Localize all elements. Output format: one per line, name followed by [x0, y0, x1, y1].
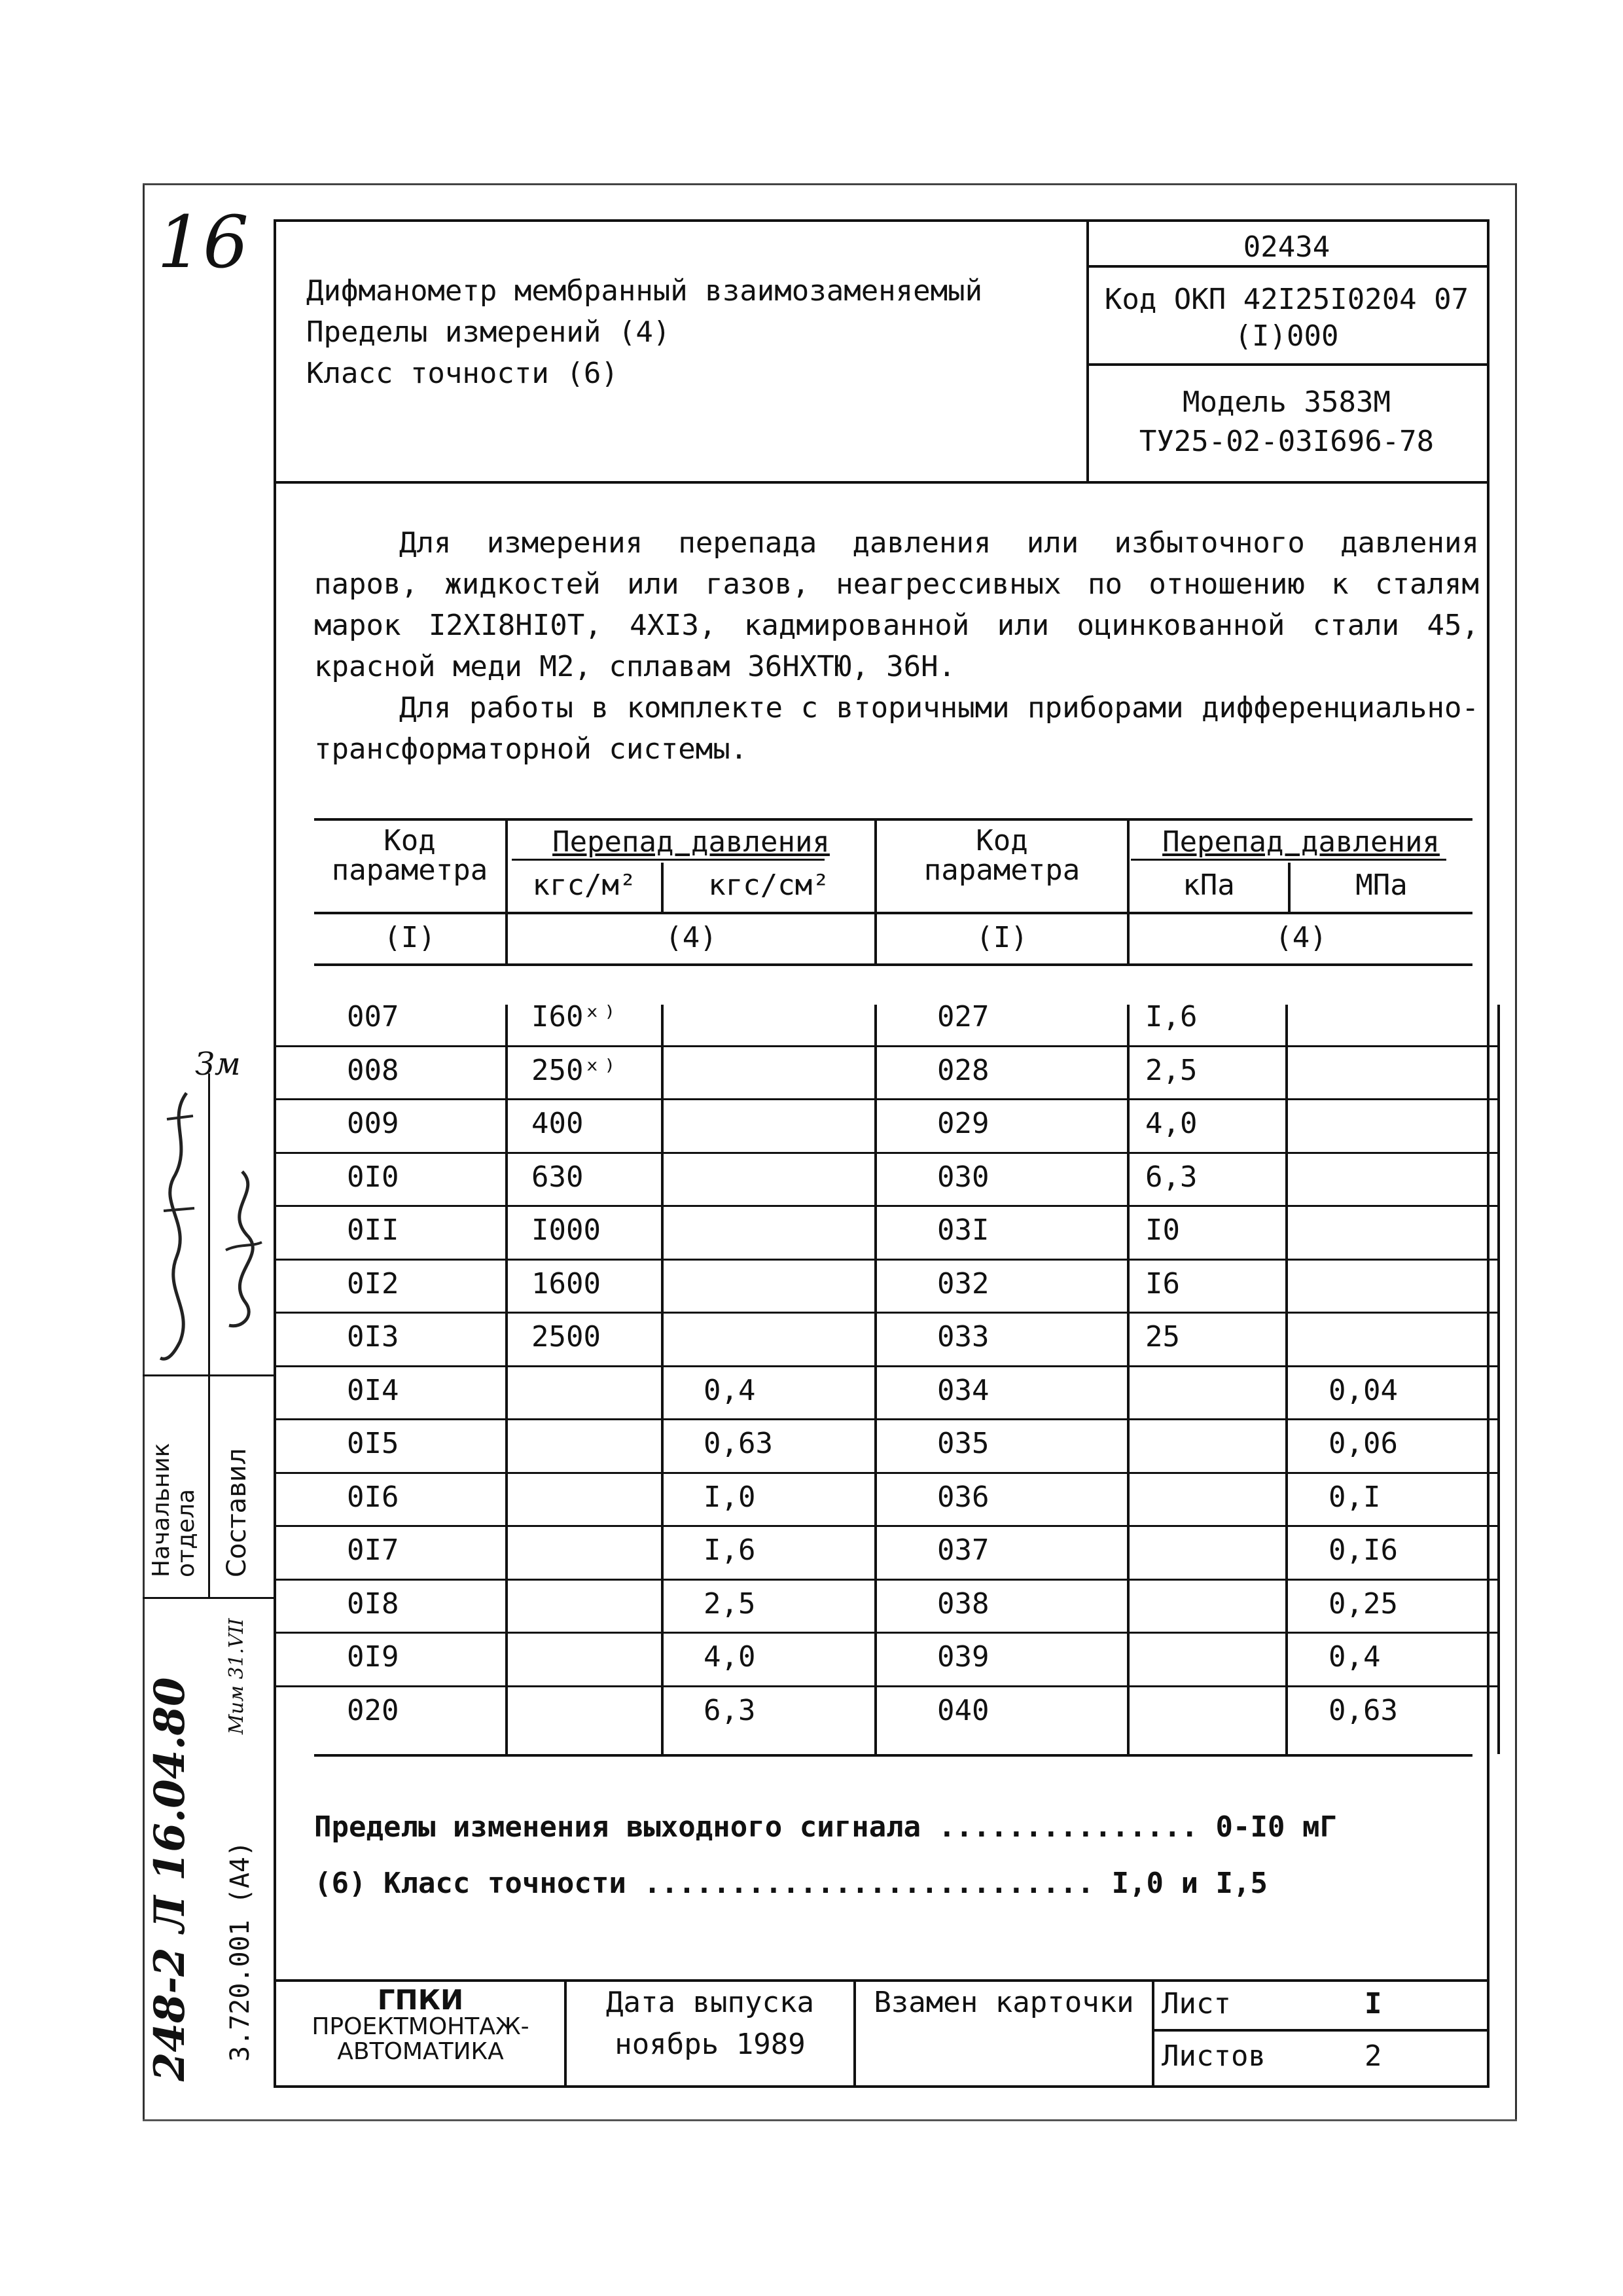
- col-line-2-body: [661, 1005, 664, 1754]
- table-row-line: [274, 1098, 1497, 1100]
- header-okp-line: [1086, 363, 1487, 366]
- footer-sheet-value: I: [1364, 1987, 1382, 2020]
- table-row-code-left: 0I8: [347, 1587, 399, 1621]
- table-row-kgf-m2: 400: [531, 1107, 584, 1140]
- margin-compiled-label: Составил: [222, 1448, 252, 1577]
- spec-accuracy-dots: ..........................: [643, 1867, 1095, 1900]
- table-row-code-right: 035: [937, 1427, 990, 1460]
- table-row-kpa: 25: [1145, 1320, 1180, 1354]
- table-row-code-left: 0I9: [347, 1640, 399, 1674]
- table-row-code-left: 020: [347, 1693, 399, 1727]
- footer-div-3: [1152, 1979, 1154, 2085]
- table-row-line: [274, 1632, 1497, 1634]
- footer-org-line-1: ГПКИ: [377, 1984, 464, 2016]
- header-code-left-2: параметра: [331, 853, 488, 887]
- frame-left: [143, 183, 145, 2121]
- frame-bottom: [143, 2119, 1517, 2121]
- table-bottom-line: [314, 1754, 1472, 1757]
- footer-issue-date: ноябрь 1989: [615, 2028, 806, 2061]
- table-sub-line-right: [1131, 859, 1446, 861]
- table-row-code-left: 009: [347, 1107, 399, 1140]
- col-line-1-body: [505, 1005, 508, 1754]
- table-row-mpa: 0,06: [1329, 1427, 1398, 1460]
- footer-org-line-3: АВТОМАТИКА: [337, 2038, 504, 2065]
- card-left-border: [274, 219, 276, 2088]
- table-row-mpa: 0,04: [1329, 1373, 1398, 1407]
- table-row-kgf-cm2: I,6: [704, 1534, 756, 1567]
- table-row-code-right: 037: [937, 1534, 990, 1567]
- frame-top: [143, 183, 1517, 185]
- col-line-4-body: [1127, 1005, 1130, 1754]
- header-code-right-2: параметра: [923, 853, 1080, 887]
- table-row-kgf-cm2: 0,4: [704, 1373, 756, 1407]
- table-row-code-left: 007: [347, 1000, 399, 1033]
- table-row-kpa: 2,5: [1145, 1053, 1198, 1087]
- table-right-body: [1497, 1005, 1500, 1754]
- table-row-code-right: 028: [937, 1053, 990, 1087]
- table-row-code-right: 038: [937, 1587, 990, 1621]
- table-row-kgf-cm2: I,0: [704, 1480, 756, 1514]
- margin-doc-code: 3.720.001 (А4): [225, 1840, 255, 2062]
- description-block: [314, 522, 1479, 770]
- table-row-code-right: 03I: [937, 1213, 990, 1247]
- table-row-line: [274, 1045, 1497, 1047]
- table-top-line: [314, 818, 1472, 821]
- table-row-line: [274, 1312, 1497, 1314]
- header-model: Модель 3583М: [1183, 386, 1391, 419]
- spec-signal-label: Пределы изменения выходного сигнала: [314, 1810, 921, 1844]
- spec-accuracy-label: (6) Класс точности: [314, 1867, 626, 1900]
- spec-accuracy-row: [314, 1864, 1268, 1903]
- margin-change-mark: Зм: [195, 1046, 241, 1083]
- card-right-border: [1487, 219, 1489, 2088]
- table-row-mpa: 0,I6: [1329, 1534, 1398, 1567]
- description-para-1: Для измерения перепада давления или избыточного давления паров, жидкостей или газов, неагрессивных по отношению к сталям марок I2XI8HI0T, 4XI3, кадмированной или оцинкованной стали 45, красной меди М2, сплавам 36НХТЮ, 36Н.: [314, 526, 1479, 683]
- table-row-mpa: 0,25: [1329, 1587, 1398, 1621]
- footer-sheets-label: Листов: [1162, 2039, 1266, 2073]
- table-row-kgf-m2: 250ˣ⁾: [531, 1053, 618, 1087]
- header-bottom-line: [274, 481, 1489, 484]
- table-row-code-left: 008: [347, 1053, 399, 1087]
- frame-right: [1515, 183, 1517, 2121]
- footer-sheets-value: 2: [1364, 2039, 1382, 2073]
- table-row-code-right: 036: [937, 1480, 990, 1514]
- header-okp-code-2: (I)000: [1234, 319, 1339, 353]
- footer-sheet-label: Лист: [1162, 1987, 1231, 2020]
- table-row-code-left: 0I2: [347, 1266, 399, 1300]
- table-row-kgf-cm2: 6,3: [704, 1693, 756, 1727]
- table-row-line: [274, 1152, 1497, 1154]
- index-range-right: (4): [1275, 921, 1327, 954]
- table-row-code-left: 0II: [347, 1213, 399, 1247]
- table-row-line: [274, 1525, 1497, 1527]
- table-row-kgf-m2: I000: [531, 1213, 601, 1247]
- index-range-left: (4): [665, 921, 717, 954]
- header-code-number: 02434: [1243, 230, 1330, 264]
- table-row-kgf-cm2: 2,5: [704, 1587, 756, 1621]
- table-row-line: [274, 1259, 1497, 1261]
- header-kgf-cm2: кгс/см²: [708, 869, 830, 902]
- table-row-kpa: 6,3: [1145, 1160, 1198, 1194]
- table-row-line: [274, 1205, 1497, 1207]
- table-row-line: [274, 1365, 1497, 1367]
- table-header-line: [314, 912, 1472, 914]
- footer-sheet-line: [1152, 2029, 1487, 2032]
- table-row-kpa: I6: [1145, 1266, 1180, 1300]
- table-row-kgf-m2: 1600: [531, 1266, 601, 1300]
- table-row-code-right: 030: [937, 1160, 990, 1194]
- header-okp-code-1: Код ОКП 42I25I0204 07: [1104, 283, 1469, 316]
- table-row-code-left: 0I5: [347, 1427, 399, 1460]
- table-row-code-right: 034: [937, 1373, 990, 1407]
- margin-handwritten-stamp: 248-2 Л 16.04.80: [145, 1677, 194, 2081]
- table-row-code-left: 0I6: [347, 1480, 399, 1514]
- margin-stamp-small: Мим 31.VII: [225, 1618, 248, 1734]
- index-code-right: (I): [976, 921, 1028, 954]
- table-row-code-right: 040: [937, 1693, 990, 1727]
- signature-head: [147, 1080, 206, 1368]
- spec-signal-value: 0-I0 мГ: [1215, 1810, 1337, 1844]
- margin-box-bottom: [143, 1597, 274, 1599]
- table-row-code-left: 0I7: [347, 1534, 399, 1567]
- table-row-kpa: I,6: [1145, 1000, 1198, 1033]
- table-index-line: [314, 963, 1472, 966]
- table-row-mpa: 0,4: [1329, 1640, 1381, 1674]
- table-row-code-left: 0I3: [347, 1320, 399, 1354]
- table-row-mpa: 0,63: [1329, 1693, 1398, 1727]
- header-mpa: МПа: [1355, 869, 1408, 902]
- header-title-2: Пределы измерений (4): [306, 315, 671, 349]
- footer-top-line: [274, 1979, 1489, 1982]
- footer-org-line-2: ПРОЕКТМОНТАЖ-: [312, 2013, 529, 2040]
- margin-head-label: Начальник отдела: [148, 1443, 200, 1577]
- table-row-code-right: 039: [937, 1640, 990, 1674]
- table-row-line: [274, 1418, 1497, 1420]
- description-para-2: Для работы в комплекте с вторичными приборами дифференциально-трансформаторной системы.: [314, 691, 1479, 766]
- table-row-kpa: 4,0: [1145, 1107, 1198, 1140]
- table-row-code-left: 0I4: [347, 1373, 399, 1407]
- table-row-code-right: 027: [937, 1000, 990, 1033]
- header-kgf-m2: кгс/м²: [532, 869, 637, 902]
- card-top-border: [274, 219, 1489, 222]
- col-line-3-body: [874, 1005, 877, 1754]
- header-code-left-1: Код: [383, 824, 436, 857]
- header-tu: ТУ25-02-03I696-78: [1139, 425, 1435, 458]
- spec-signal-row: [314, 1808, 1337, 1847]
- table-row-line: [274, 1579, 1497, 1581]
- table-row-code-left: 0I0: [347, 1160, 399, 1194]
- margin-box-mid: [208, 1073, 210, 1597]
- table-row-kgf-m2: I60ˣ⁾: [531, 1000, 618, 1033]
- header-title-1: Дифманометр мембранный взаимозаменяемый: [306, 274, 983, 308]
- header-diff-right: Перепад давления: [1162, 825, 1440, 859]
- table-row-line: [274, 1472, 1497, 1474]
- footer-org: [281, 1986, 560, 2064]
- table-row-kpa: I0: [1145, 1213, 1180, 1247]
- spec-signal-dots: ...............: [938, 1810, 1199, 1844]
- footer-replaces-label: Взамен карточки: [874, 1986, 1134, 2019]
- table-row-code-right: 029: [937, 1107, 990, 1140]
- table-row-kgf-m2: 630: [531, 1160, 584, 1194]
- table-row-code-right: 033: [937, 1320, 990, 1354]
- card-bottom-border: [274, 2085, 1489, 2088]
- table-row-kgf-m2: 2500: [531, 1320, 601, 1354]
- table-row-line: [274, 1685, 1497, 1687]
- spec-accuracy-value: I,0 и I,5: [1111, 1867, 1268, 1900]
- table-sub-line-left: [512, 859, 825, 861]
- table-row-kgf-cm2: 0,63: [704, 1427, 773, 1460]
- table-row-mpa: 0,I: [1329, 1480, 1381, 1514]
- page-number: 16: [157, 200, 249, 284]
- index-code-left: (I): [383, 921, 436, 954]
- header-code-right-1: Код: [976, 824, 1028, 857]
- table-row-code-right: 032: [937, 1266, 990, 1300]
- header-title-3: Класс точности (6): [306, 357, 618, 390]
- header-kpa: кПа: [1183, 869, 1235, 902]
- header-diff-left: Перепад давления: [552, 825, 830, 859]
- table-row-kgf-cm2: 4,0: [704, 1640, 756, 1674]
- footer-issue-label: Дата выпуска: [606, 1986, 814, 2019]
- signature-compiler: [216, 1165, 268, 1335]
- col-line-5-body: [1285, 1005, 1288, 1754]
